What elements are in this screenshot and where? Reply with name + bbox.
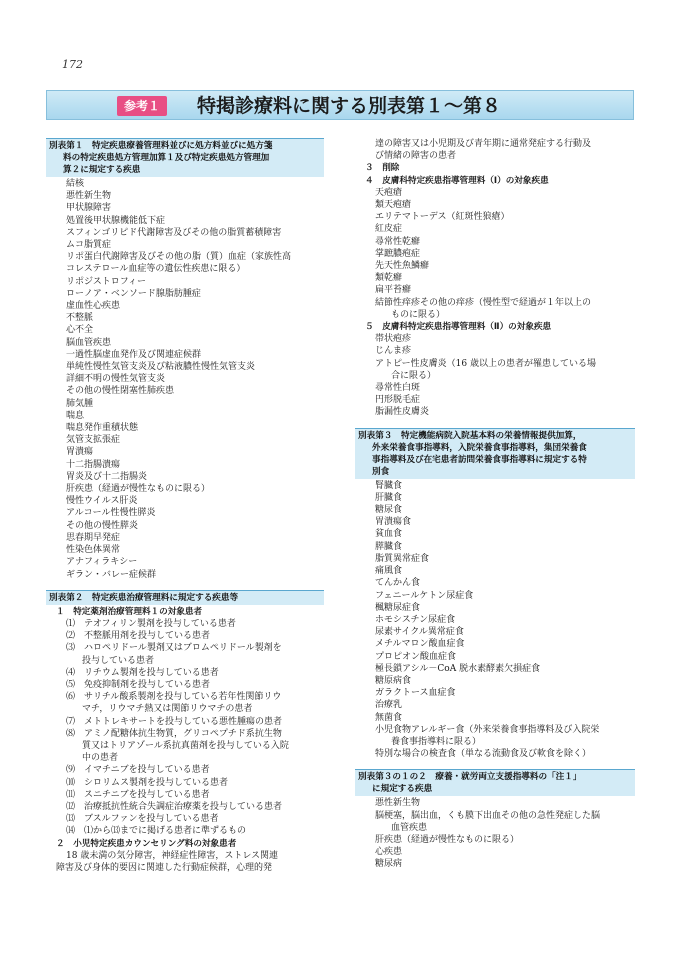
section-head-table2: 別表第２ 特定疾患治療管理料に規定する疾患等: [46, 590, 324, 605]
list-item: 特別な場合の検査食（単なる流動食及び軟食を除く）: [375, 749, 592, 760]
list-item: 単純性慢性気管支炎及び粘液膿性慢性気管支炎: [66, 362, 256, 373]
list-item: アルコール性慢性膵炎: [66, 508, 156, 519]
left-column: [46, 138, 324, 874]
list-item: 帯状疱疹: [375, 334, 412, 345]
section-head-line: 別食: [372, 466, 390, 477]
disease-list-derm1: [355, 187, 635, 321]
disease-list-table3-1-2: [355, 797, 635, 870]
list-item: 思春期早発症: [66, 532, 121, 543]
list-item: 極長鎖アシル－CoA 脱水素酵素欠損症食: [375, 663, 541, 674]
right-column: [355, 138, 635, 871]
list-item: 痛風食: [375, 566, 403, 577]
list-item: じんま疹: [375, 346, 412, 357]
list-item: 紅皮症: [375, 224, 403, 235]
list-item: 尋常性白斑: [375, 383, 421, 394]
reference-badge: 参考１: [117, 96, 167, 116]
subsection-heading: ５ 皮膚科特定疾患指導管理料（Ⅱ）の対象疾患: [365, 322, 552, 333]
section-head-line: 別表第１ 特定疾患療養管理料並びに処方料並びに処方箋: [49, 141, 273, 151]
list-item: リポジストロフィー: [66, 276, 147, 287]
list-item: ⑻ アミノ配糖体抗生物質，グリコペプチド系抗生物: [66, 728, 282, 739]
section-head-line: 外来栄養食事指導料，入院栄養食事指導料，集団栄養食: [372, 442, 587, 453]
list-item: ⒁ ⑴から⒀までに掲げる患者に準ずるもの: [66, 826, 247, 837]
list-item: 処置後甲状腺機能低下症: [66, 215, 166, 226]
list-item: ⑹ サリチル酸系製剤を投与している若年性関節リウ: [66, 692, 282, 703]
section-head-line: 別表第３の１の２ 療養・就労両立支援指導料の「注１」: [358, 772, 582, 783]
list-item: 糖尿病: [375, 859, 403, 870]
list-item: 糖尿食: [375, 505, 403, 516]
list-item: 合に限る）: [391, 370, 437, 381]
list-item: 円形脱毛症: [375, 395, 421, 406]
list-item: 胃潰瘍: [66, 447, 94, 458]
list-item: プロピオン酸血症食: [375, 651, 457, 662]
list-item: 性染色体異常: [66, 545, 121, 556]
list-item: 一過性脳虚血発作及び関連症候群: [66, 349, 202, 360]
subsection-heading: ２ 小児特定疾患カウンセリング料の対象患者: [56, 838, 237, 849]
list-item: 中の患者: [82, 753, 119, 764]
section-head-table3-1-2: [355, 769, 635, 796]
list-item: 尿素サイクル異常症食: [375, 627, 464, 638]
list-item: 貧血食: [375, 529, 403, 540]
list-item: コレステロール血症等の遺伝性疾患に限る）: [66, 264, 246, 275]
list-item: ⑷ リチウム製剤を投与している患者: [66, 667, 219, 678]
list-item: 腎臓食: [375, 480, 403, 491]
list-item: 悪性新生物: [66, 191, 112, 202]
paragraph-line: 達の障害又は小児期及び青年期に通常発症する行動及: [375, 139, 592, 149]
list-item: 不整脈: [66, 313, 94, 324]
disease-list-table1: [46, 178, 324, 581]
list-item: 質又はトリアゾール系抗真菌剤を投与している入院: [82, 740, 289, 751]
list-item: ガラクトース血症食: [375, 688, 456, 699]
list-item: 悪性新生物: [375, 798, 421, 809]
list-item: ローノア・ベンソード腺脂肪腫症: [66, 288, 201, 299]
list-item: 膵臓食: [375, 541, 403, 552]
list-item: ⑵ 不整脈用剤を投与している患者: [66, 631, 211, 642]
list-item: 胃潰瘍食: [375, 517, 412, 528]
list-item: ホモシスチン尿症食: [375, 614, 456, 625]
list-item: 喘息: [66, 410, 85, 421]
patient-list-table2: [46, 618, 324, 838]
list-item: アトピー性皮膚炎（16 歳以上の患者が罹患している場: [375, 358, 596, 369]
list-item: 脂漏性皮膚炎: [375, 407, 430, 418]
paragraph-line: 障害及び身体的要因に関連した行動症候群，心理的発: [56, 862, 273, 873]
section-head-line: に規定する疾患: [372, 784, 433, 795]
list-item: 心疾患: [375, 847, 403, 858]
section-head-line: 別表第３ 特定機能病院入院基本料の栄養情報提供加算，: [358, 430, 582, 441]
section-head-line: 料の特定疾患処方管理加算１及び特定疾患処方管理加: [63, 153, 270, 163]
list-item: 扁平苔癬: [375, 285, 412, 296]
list-item: 十二指腸潰瘍: [66, 459, 121, 470]
list-item: 喘息発作重積状態: [66, 423, 139, 434]
list-item: 養食事指導料に限る）: [391, 736, 482, 747]
list-item: 脳血管疾患: [66, 337, 112, 348]
list-item: その他の慢性閉塞性肺疾患: [66, 386, 175, 397]
list-item: 脂質異常症食: [375, 553, 430, 564]
list-item: 類乾癬: [375, 273, 403, 284]
list-item: 甲状腺障害: [66, 203, 112, 214]
title-bar: [46, 90, 634, 120]
list-item: スフィンゴリピド代謝障害及びその他の脂質蓄積障害: [66, 227, 282, 238]
subsection-heading: １ 特定薬剤治療管理料１の対象患者: [56, 606, 203, 617]
list-item: 結節性痒疹その他の痒疹（慢性型で経過が１年以上の: [375, 297, 592, 308]
list-item: ⑶ ハロペリドール製剤又はブロムペリドール製剤を: [66, 643, 282, 654]
list-item: 胃炎及び十二指腸炎: [66, 471, 148, 482]
list-item: 天疱瘡: [375, 187, 403, 198]
list-item: フェニールケトン尿症食: [375, 590, 474, 601]
list-item: 先天性魚鱗癬: [375, 261, 430, 272]
list-item: 糖原病食: [375, 675, 412, 686]
list-item: ⑾ スニチニブを投与している患者: [66, 789, 210, 800]
list-item: 治療乳: [375, 700, 403, 711]
list-item: 気管支拡張症: [66, 435, 121, 446]
list-item: ⑸ 免疫抑制剤を投与している患者: [66, 679, 211, 690]
list-item: リポ蛋白代謝障害及びその他の脂（質）血症（家族性高: [66, 252, 292, 263]
disease-list-derm2: [355, 333, 635, 418]
subsection-heading: ３ 削除: [365, 163, 400, 174]
list-item: てんかん食: [375, 578, 421, 589]
list-item: ⑼ イマチニブを投与している患者: [66, 765, 210, 776]
list-item: 小児食物アレルギー食（外来栄養食事指導料及び入院栄: [375, 724, 600, 735]
page-number: 172: [62, 58, 83, 71]
list-item: 類天疱瘡: [375, 200, 412, 211]
paragraph-line: び情緒の障害の患者: [375, 151, 457, 162]
list-item: ムコ脂質症: [66, 240, 112, 251]
list-item: その他の慢性膵炎: [66, 520, 139, 531]
list-item: 肝疾患（経過が慢性なものに限る）: [66, 484, 211, 495]
page-title: 特掲診療料に関する別表第１～第８: [197, 95, 502, 117]
paragraph-line: 18 歳未満の気分障害，神経症性障害，ストレス関連: [66, 850, 279, 861]
list-item: ⑿ 治療抵抗性統合失調症治療薬を投与している患者: [66, 801, 283, 812]
list-item: 虚血性心疾患: [66, 301, 121, 312]
list-item: エリテマトーデス（紅斑性狼瘡）: [375, 212, 510, 223]
list-item: 無菌食: [375, 712, 403, 723]
list-item: 慢性ウイルス肝炎: [66, 496, 138, 507]
subsection-heading: ４ 皮膚科特定疾患指導管理料（Ⅰ）の対象疾患: [365, 175, 549, 186]
list-item: ⑴ テオフィリン製剤を投与している患者: [66, 618, 236, 629]
list-item: 結核: [66, 179, 85, 189]
list-item: マチ，リウマチ熱又は関節リウマチの患者: [82, 704, 253, 715]
list-item: 肺気腫: [66, 398, 94, 409]
list-item: 掌蹠膿疱症: [375, 248, 421, 259]
list-item: アナフィラキシー: [66, 557, 138, 568]
section-head-table3: [355, 428, 635, 479]
list-item: ⑺ メトトレキサートを投与している悪性腫瘍の患者: [66, 716, 283, 727]
list-item: ⑽ シロリムス製剤を投与している患者: [66, 777, 229, 788]
list-item: 肝臓食: [375, 492, 403, 503]
section-head-line: 算２に規定する疾患: [63, 165, 141, 175]
list-item: ⒀ ブスルファンを投与している患者: [66, 814, 219, 825]
list-item: 血管疾患: [391, 822, 428, 833]
list-item: 投与している患者: [82, 655, 155, 666]
list-item: 詳細不明の慢性気管支炎: [66, 374, 166, 385]
list-item: 肝疾患（経過が慢性なものに限る）: [375, 834, 520, 845]
list-item: 脳梗塞，脳出血，くも膜下出血その他の急性発症した脳: [375, 810, 601, 821]
special-diet-list: [355, 480, 635, 761]
section-head-line: 事指導料及び在宅患者訪問栄養食事指導料に規定する特: [372, 454, 587, 465]
list-item: ギラン・バレー症候群: [66, 569, 157, 580]
list-item: 尋常性乾癬: [375, 236, 421, 247]
list-item: ものに限る）: [391, 309, 446, 320]
section-head-table1: [46, 138, 324, 177]
list-item: メチルマロン酸血症食: [375, 639, 465, 650]
list-item: 心不全: [66, 325, 94, 336]
list-item: 楓糖尿症食: [375, 602, 421, 613]
